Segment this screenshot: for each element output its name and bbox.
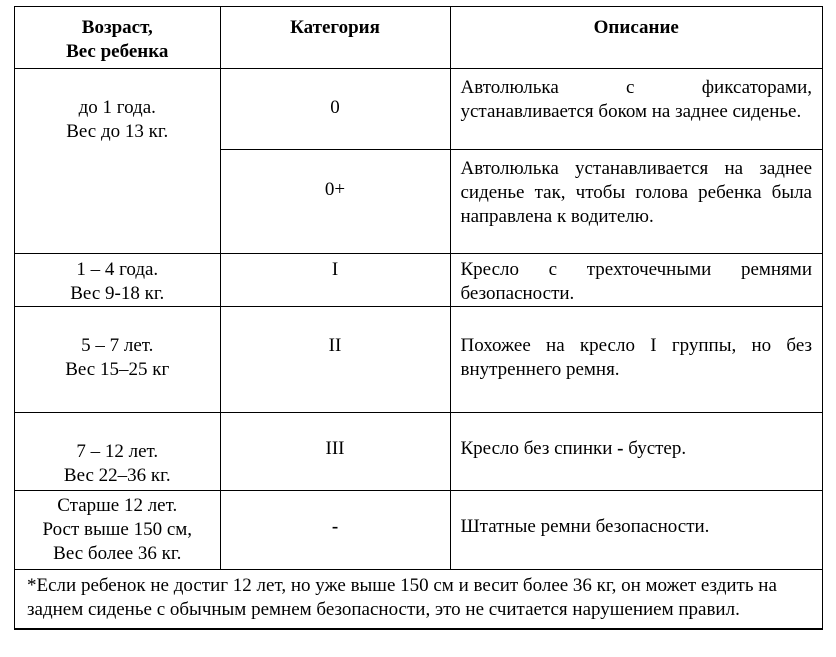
description-cell: Похожее на кресло I группы, но без внутреннего ремня.: [450, 306, 822, 412]
table-row: [15, 306, 822, 412]
age-line: 7 – 12 лет.: [76, 440, 159, 462]
age-line: до 1 года.: [78, 96, 156, 118]
header-row: [15, 7, 822, 68]
header-age-line1: Возраст,: [81, 17, 153, 38]
category-cell: III: [220, 412, 450, 490]
description-cell: Штатные ремни безопасности.: [450, 490, 822, 569]
age-cell: [15, 253, 220, 306]
age-cell: [15, 68, 220, 253]
description-dash: -: [617, 437, 624, 459]
description-cell: Автолюлька устанавливается на заднее сиденье так, чтобы голова ребенка была направлена к водителю.: [450, 149, 822, 253]
header-age-line2: Вес ребенка: [66, 41, 169, 62]
seat-category-document: [14, 6, 823, 630]
age-line: Старше 12 лет.: [57, 494, 178, 516]
age-line: 1 – 4 года.: [76, 258, 159, 280]
category-cell: I: [220, 253, 450, 306]
age-line: Вес 9-18 кг.: [70, 282, 165, 304]
age-line: Вес до 13 кг.: [66, 120, 169, 142]
footnote-row: [15, 569, 822, 628]
description-cell: Автолюлька с фиксаторами, устанавливается боком на заднее сиденье.: [450, 68, 822, 149]
table-row: [15, 412, 822, 490]
table-row: [15, 253, 822, 306]
footnote: *Если ребенок не достиг 12 лет, но уже выше 150 см и весит более 36 кг, он может ездить на заднем сиденье с обычным ремнем безопасности, это не считается нарушением правил.: [15, 569, 822, 628]
description-text: Кресло без спинки: [460, 437, 618, 459]
age-line: Рост выше 150 см,: [42, 518, 193, 540]
child-seat-table: [15, 7, 822, 629]
description-cell: Кресло с трехточечными ремнями безопасности.: [450, 253, 822, 306]
age-line: Вес 15–25 кг: [65, 358, 170, 380]
category-cell: 0+: [220, 149, 450, 253]
category-cell: II: [220, 306, 450, 412]
header-description: Описание: [450, 7, 822, 68]
category-cell: 0: [220, 68, 450, 149]
age-line: Вес более 36 кг.: [53, 542, 182, 564]
age-line: Вес 22–36 кг.: [63, 464, 171, 486]
description-cell: [450, 412, 822, 490]
age-cell: [15, 490, 220, 569]
category-cell: -: [220, 490, 450, 569]
age-line: 5 – 7 лет.: [81, 334, 154, 356]
table-row: [15, 68, 822, 149]
header-category: Категория: [220, 7, 450, 68]
age-cell: [15, 412, 220, 490]
description-text: бустер.: [623, 437, 687, 459]
table-row: [15, 490, 822, 569]
age-cell: [15, 306, 220, 412]
header-age: [15, 7, 220, 68]
